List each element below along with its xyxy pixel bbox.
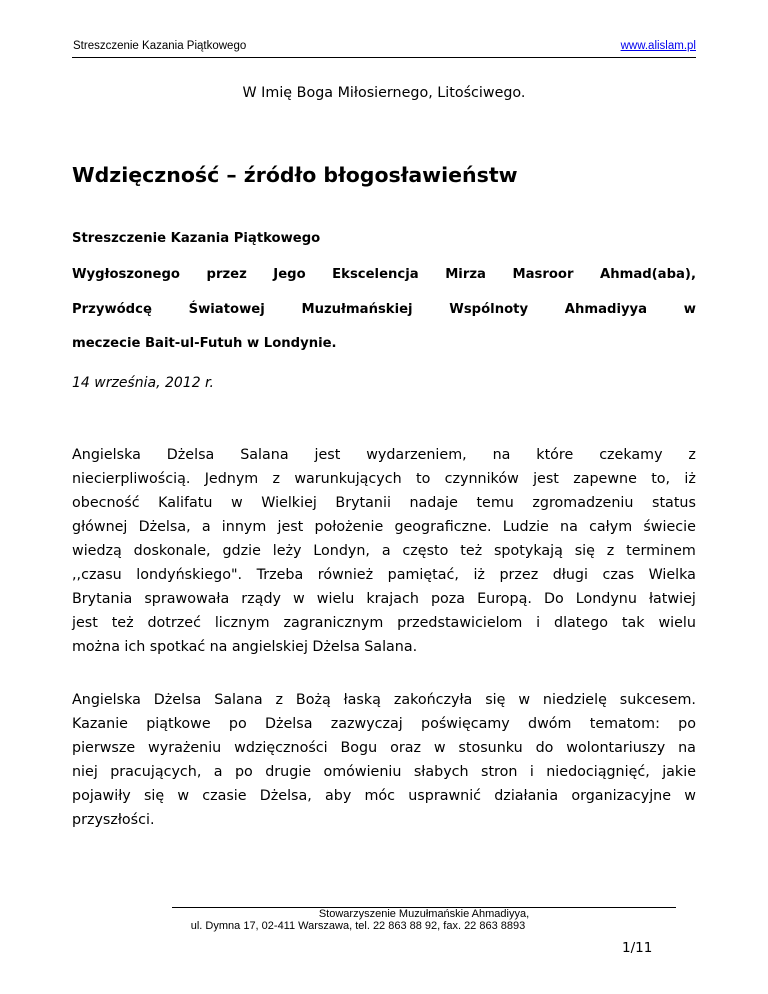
word: niej [72,764,98,780]
word: w [433,740,446,756]
word: na [209,639,228,655]
word: głównej [72,519,128,535]
word: i [529,764,534,780]
sermon-title: Wdzięczność – źródło błogosławieństw [72,163,518,187]
sermon-date: 14 września, 2012 r. [72,375,214,391]
paragraph-line [72,565,696,585]
word: temu [476,495,514,511]
word: położenie [314,519,384,535]
word: wyrażeniu [148,740,222,756]
word: angielskiej [231,639,308,655]
word: a [201,519,211,535]
word: z [272,471,281,487]
word: całym [589,519,633,535]
word: pamiętać, [387,567,459,583]
word: zakończyła [393,692,473,708]
word: wielu [658,615,696,631]
word: zazwyczaj [330,716,403,732]
word: zagranicznym [283,615,384,631]
paragraph-line [72,690,696,710]
word: Brytanii [335,495,391,511]
paragraph-line [72,738,696,758]
word: to [415,471,431,487]
word: Salana [214,692,263,708]
word: Londynu [575,591,637,607]
delivery-line-3: meczecie Bait-ul-Futuh w Londynie. [72,336,337,351]
word: a [213,764,223,780]
word: spotkać [149,639,206,655]
word: terminem [626,543,696,559]
word: Muzułmańskiej [301,302,413,317]
word: Masroor [512,267,574,282]
paragraph-line [72,786,696,806]
paragraph-line [72,469,696,489]
word: dwóm [528,716,572,732]
word: się [143,788,165,804]
word: też [460,543,483,559]
word: się [574,543,595,559]
word: na [678,740,696,756]
word: Wspólnoty [449,302,529,317]
word: Do [543,591,564,607]
word: a [381,543,391,559]
word: z [606,543,615,559]
word: sukcesem. [619,692,696,708]
word: geograficzne. [394,519,492,535]
word: gdzie [222,543,261,559]
word: w [683,302,696,317]
word: Wielkiej [261,495,317,511]
word: tematom: [589,716,660,732]
header-website-link[interactable]: www.alislam.pl [620,40,696,52]
word: jest [72,615,98,631]
word: licznym [214,615,270,631]
footer-organization: Stowarzyszenie Muzułmańskie Ahmadiyya, [318,908,530,920]
word: zgromadzeniu [532,495,634,511]
word: iż [473,567,485,583]
word: poświęcamy [421,716,510,732]
word: piątkowe [146,716,211,732]
word: Ekscelencja [332,267,419,282]
paragraph-line [72,589,696,609]
word: tak [621,615,645,631]
word: jest [533,471,559,487]
word: przedstawicielom [397,615,523,631]
word: status [652,495,696,511]
word: ,,czasu [72,567,122,583]
header-title: Streszczenie Kazania Piątkowego [73,40,247,52]
word: stron [481,764,518,780]
word: przez [206,267,247,282]
word: organizacyjne [571,788,672,804]
word: Dżelsa, [138,519,191,535]
word: Brytania [72,591,133,607]
word: na [492,447,511,463]
word: czynników [444,471,519,487]
word: drugie [265,764,312,780]
paragraph-line [72,714,696,734]
word: do [535,740,554,756]
paragraph-line [72,762,696,782]
word: Jego [273,267,306,282]
basmala: W Imię Boga Miłosiernego, Litościwego. [242,85,526,101]
word: Dżelsa [312,639,360,655]
word: po [234,764,253,780]
word: Dżelsa [264,716,313,732]
word: świecie [643,519,696,535]
word: Ludzie [502,519,549,535]
word: Przywódcę [72,302,152,317]
word: z [688,447,696,463]
word: czasie [202,788,247,804]
word: to, [651,471,671,487]
word: warunkujących [294,471,402,487]
word: długi [552,567,588,583]
word: czekamy [599,447,663,463]
word: Światowej [188,302,265,317]
word: jest [314,447,341,463]
word: wydarzeniem, [366,447,467,463]
word: iż [684,471,696,487]
word: w [684,788,696,804]
word: aby [325,788,352,804]
word: leży [272,543,302,559]
word: Salana. [364,639,418,655]
page-number: 1/11 [622,940,653,956]
word: po [678,716,696,732]
word: łatwiej [648,591,696,607]
word: Ahmad(aba), [599,267,696,282]
word: ich [124,639,146,655]
word: i [536,615,541,631]
word: Londyn, [313,543,370,559]
word: Salana [240,447,289,463]
word: na [560,519,578,535]
word: z [275,692,283,708]
word: które [536,447,574,463]
paragraph-line [72,517,696,537]
word: usprawnić [408,788,482,804]
word: rządy [241,591,281,607]
word: sprawowała [144,591,230,607]
word: jest [277,519,304,535]
word: spotykają [493,543,563,559]
word: wolontariuszy [566,740,666,756]
word: również [317,567,374,583]
word: Jednym [204,471,259,487]
word: niecierpliwością. [72,471,191,487]
word: doskonale, [133,543,211,559]
word: po [228,716,247,732]
word: Wygłoszonego [72,267,180,282]
word: pracujących, [110,764,202,780]
paragraph-line [72,541,696,561]
word: Europą. [477,591,532,607]
word: czas [602,567,635,583]
word: przyszłości. [72,812,155,828]
word: się [485,692,506,708]
word: móc [364,788,396,804]
word: dlatego [554,615,609,631]
word: w [231,495,243,511]
word: Kalifatu [158,495,213,511]
paragraph-line [72,613,696,633]
word: omówieniu [323,764,402,780]
word: wiedzą [72,543,122,559]
word: Angielska [72,692,141,708]
word: Mirza [445,267,486,282]
word: wdzięczności [234,740,328,756]
word: dotrzeć [147,615,201,631]
paragraph-line [72,493,696,513]
word: w [293,591,305,607]
word: łaską [343,692,381,708]
word: pojawiły [72,788,131,804]
word: innym [221,519,267,535]
word: często [402,543,449,559]
word: Trzeba [256,567,304,583]
word: można [72,639,121,655]
word: Angielska [72,447,141,463]
footer-address: ul. Dymna 17, 02-411 Warszawa, tel. 22 863 88 92, fax. 22 863 8893 [190,920,526,932]
word: oraz [390,740,421,756]
word: nadaje [409,495,458,511]
paragraph-line [72,810,696,830]
word: pierwsze [72,740,136,756]
word: Bożą [295,692,331,708]
paragraph-line [72,637,696,657]
word: przez [499,567,539,583]
paragraph-line [72,445,696,465]
word: poza [430,591,466,607]
word: niedociągnięć, [546,764,650,780]
delivery-line-1 [72,267,696,282]
word: zapewne [573,471,637,487]
word: niedzielę [542,692,607,708]
word: też [111,615,134,631]
word: Dżelsa [166,447,215,463]
word: jakie [662,764,696,780]
word: wielu [316,591,355,607]
word: w [518,692,531,708]
word: Wielka [648,567,696,583]
word: działania [494,788,559,804]
header-divider [72,57,696,58]
word: stosunku [458,740,523,756]
word: Dżelsa, [259,788,312,804]
word: krajach [366,591,419,607]
word: obecność [72,495,140,511]
word: londyńskiego". [136,567,243,583]
word: Bogu [340,740,378,756]
word: Kazanie [72,716,128,732]
word: Ahmadiyya [564,302,648,317]
delivery-line-2 [72,302,696,317]
word: Dżelsa [153,692,202,708]
word: słabych [413,764,469,780]
word: w [177,788,190,804]
sermon-subtitle: Streszczenie Kazania Piątkowego [72,231,321,246]
